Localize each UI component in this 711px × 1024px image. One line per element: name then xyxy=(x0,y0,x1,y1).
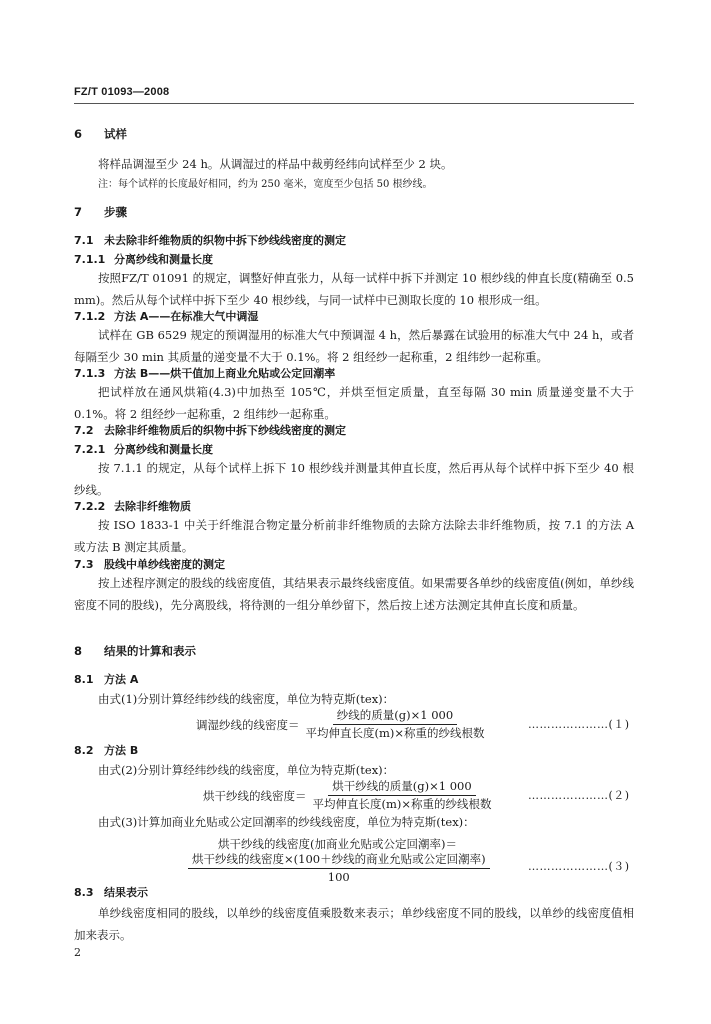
section-number: 7.2 xyxy=(74,424,94,437)
section-title: 方法 B——烘干值加上商业允贴或公定回潮率 xyxy=(114,367,336,380)
section-6-heading xyxy=(74,123,634,145)
section-8-3-heading xyxy=(74,882,634,904)
section-number: 8 xyxy=(74,644,83,658)
section-8-heading xyxy=(74,640,634,662)
section-6-paragraph: 将样品调湿至少 24 h。从调湿过的样品中裁剪经纬向试样至少 2 块。 xyxy=(98,157,453,171)
formula-3-number: …………………(３) xyxy=(528,860,630,873)
section-number: 7.3 xyxy=(74,558,94,571)
section-title: 分离纱线和测量长度 xyxy=(114,443,213,456)
formula-denominator: 100 xyxy=(327,870,350,884)
section-number: 7.1.1 xyxy=(74,253,106,266)
section-title: 试样 xyxy=(104,127,127,141)
section-6-note: 注：每个试样的长度最好相同，约为 250 毫米，宽度至少包括 50 根纱线。 xyxy=(98,179,433,190)
section-title: 方法 B xyxy=(104,744,139,757)
section-title: 股线中单纱线密度的测定 xyxy=(104,558,225,571)
section-7-2-1-paragraph: 按 7.1.1 的规定，从每个试样上拆下 10 根纱线并测量其伸直长度，然后再从每个试样中拆下至少 40 根纱线。 xyxy=(74,461,634,497)
section-7-3-paragraph: 按上述程序测定的股线的线密度值，其结果表示最终线密度值。如果需要各单纱的线密度值(例如，单纱线密度不同的股线)，先分离股线，将待测的一组分单纱留下，然后按上述方法测定其伸直长度和质量。 xyxy=(74,576,634,612)
formula-numerator: 烘干纱线的线密度×(100＋纱线的商业允贴或公定回潮率) xyxy=(188,852,490,869)
section-title: 未去除非纤维物质的织物中拆下纱线线密度的测定 xyxy=(104,234,346,247)
formula-2-intro: 由式(2)分别计算经纬纱线的线密度，单位为特克斯(tex)： xyxy=(98,763,395,777)
section-7-heading xyxy=(74,201,634,223)
section-title: 去除非纤维物质 xyxy=(114,500,191,513)
page-number: 2 xyxy=(74,946,81,959)
section-title: 步骤 xyxy=(104,205,127,219)
standard-code-header: FZ/T 01093—2008 xyxy=(74,86,170,98)
section-title: 方法 A xyxy=(104,673,139,686)
section-number: 8.3 xyxy=(74,886,94,899)
section-number: 8.2 xyxy=(74,744,94,757)
section-title: 去除非纤维物质后的织物中拆下纱线线密度的测定 xyxy=(104,424,346,437)
formula-1-number: …………………(１) xyxy=(528,718,630,731)
section-8-3-paragraph: 单纱线密度相同的股线，以单纱的线密度值乘股数来表示；单纱线密度不同的股线，以单纱的线密度值相加来表示。 xyxy=(74,906,634,942)
section-7-1-3-paragraph: 把试样放在通风烘箱(4.3)中加热至 105℃，并烘至恒定质量，直至每隔 30 min 质量递变量不大于 0.1%。将 2 组经纱一起称重，2 组纬纱一起称重。 xyxy=(74,385,634,421)
formula-fraction xyxy=(302,708,489,741)
section-title: 方法 A——在标准大气中调湿 xyxy=(114,310,259,323)
section-7-1-1-paragraph: 按照FZ/T 01091 的规定，调整好伸直张力，从每一试样中拆下并测定 10 根纱线的伸直长度(精确至 0.5 mm)。然后从每个试样中拆下至少 40 根纱线，与同一试样中已测取长度的 10 根形成一组。 xyxy=(74,271,634,307)
formula-2 xyxy=(203,779,496,812)
section-number: 7.1.2 xyxy=(74,310,106,323)
section-number: 7 xyxy=(74,205,83,219)
section-7-2-2-paragraph: 按 ISO 1833-1 中关于纤维混合物定量分析前非纤维物质的去除方法除去非纤维物质，按 7.1 的方法 A 或方法 B 测定其质量。 xyxy=(74,518,634,554)
formula-denominator: 平均伸直长度(m)×称重的纱线根数 xyxy=(312,797,492,811)
formula-3-intro: 由式(3)计算加商业允贴或公定回潮率的纱线线密度，单位为特克斯(tex)： xyxy=(98,815,475,829)
formula-lhs: 调湿纱线的线密度＝ xyxy=(196,717,300,732)
formula-fraction xyxy=(309,779,496,812)
section-title: 结果的计算和表示 xyxy=(104,644,196,658)
formula-3-lhs: 烘干纱线的线密度(加商业允贴或公定回潮率)＝ xyxy=(218,837,457,851)
formula-lhs: 烘干纱线的线密度＝ xyxy=(203,788,307,803)
formula-2-number: …………………(２) xyxy=(528,789,630,802)
formula-numerator: 烘干纱线的质量(g)×1 000 xyxy=(328,779,475,796)
header-rule xyxy=(74,103,634,104)
formula-fraction xyxy=(188,852,490,885)
section-title: 分离纱线和测量长度 xyxy=(114,253,213,266)
section-number: 8.1 xyxy=(74,673,94,686)
section-title: 结果表示 xyxy=(104,886,148,899)
section-number: 6 xyxy=(74,127,83,141)
formula-3 xyxy=(186,852,490,885)
section-number: 7.1 xyxy=(74,234,94,247)
formula-1-intro: 由式(1)分别计算经纬纱线的线密度，单位为特克斯(tex)： xyxy=(98,692,395,706)
formula-numerator: 纱线的质量(g)×1 000 xyxy=(333,708,457,725)
formula-1 xyxy=(196,708,489,741)
section-7-1-2-paragraph: 试样在 GB 6529 规定的预调湿用的标准大气中预调湿 4 h，然后暴露在试验用的标准大气中 24 h，或者每隔至少 30 min 其质量的递变量不大于 0.1%。将 2 组经纱一起称重，2 组纬纱一起称重。 xyxy=(74,328,634,364)
section-number: 7.2.1 xyxy=(74,443,106,456)
formula-denominator: 平均伸直长度(m)×称重的纱线根数 xyxy=(305,726,485,740)
section-number: 7.1.3 xyxy=(74,367,106,380)
section-number: 7.2.2 xyxy=(74,500,106,513)
